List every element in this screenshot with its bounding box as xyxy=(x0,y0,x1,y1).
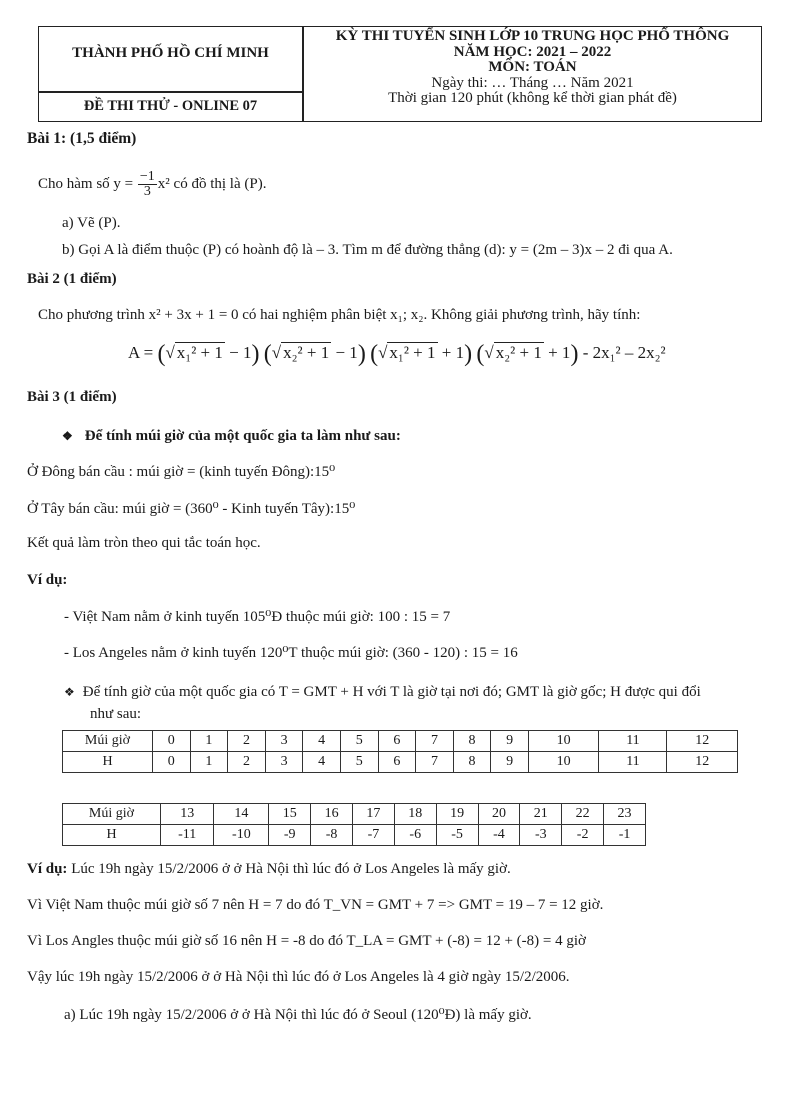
gmt-rule-line2: như sau: xyxy=(90,706,142,722)
table-cell: 7 xyxy=(416,731,454,752)
table-cell: -6 xyxy=(394,825,436,846)
city-name: THÀNH PHỐ HỒ CHÍ MINH xyxy=(72,45,269,61)
table-cell: -10 xyxy=(214,825,269,846)
exam-info xyxy=(304,29,761,107)
table-cell: 7 xyxy=(416,752,454,773)
line-vietnam: Vì Việt Nam thuộc múi giờ số 7 nên H = 7 do đó T_VN = GMT + 7 => GMT = 19 – 7 = 12 giờ. xyxy=(27,897,604,913)
bai2-formula: A = (√ x₁² + 1 − 1) (√ x₂² + 1 − 1) (√ x₁² + 1 + 1) (√ x₂² + 1 + 1) - 2x₁² – 2x₂² xyxy=(128,341,666,367)
fraction-denominator: 3 xyxy=(143,184,151,199)
timezone-table-2 xyxy=(62,803,646,846)
exam-duration: Thời gian 120 phút (không kể thời gian phát đề) xyxy=(388,90,677,106)
table-cell: 21 xyxy=(520,804,562,825)
table-cell: 14 xyxy=(214,804,269,825)
table-cell: -4 xyxy=(478,825,520,846)
trial-exam-label: ĐỀ THI THỬ - ONLINE 07 xyxy=(83,98,258,114)
minus-one: − 1 xyxy=(224,343,252,362)
sqrt-x1: x₁² + 1 xyxy=(389,343,436,362)
table-row xyxy=(63,825,646,846)
diamond-bullet-icon: ❖ xyxy=(64,685,75,699)
table-cell: -8 xyxy=(311,825,353,846)
bai2-intro: Cho phương trình x² + 3x + 1 = 0 có hai nghiệm phân biệt x₁; x₂. Không giải phương trình, hãy tính: xyxy=(38,307,641,323)
rule-heading: ❖ Để tính múi giờ của một quốc gia ta làm như sau: xyxy=(62,428,401,444)
table-cell: 1 xyxy=(190,752,228,773)
bai1-intro-pre: Cho hàm số y = xyxy=(38,175,137,192)
table-cell: 4 xyxy=(303,752,341,773)
table-cell: -3 xyxy=(520,825,562,846)
table-cell: 9 xyxy=(491,752,529,773)
bai2-title: Bài 2 (1 điểm) xyxy=(27,271,117,287)
table-cell: 12 xyxy=(667,752,738,773)
table-cell: -1 xyxy=(604,825,646,846)
table-cell: 0 xyxy=(153,731,191,752)
gmt-rule-line1: ❖ Để tính giờ của một quốc gia có T = GMT + H với T là giờ tại nơi đó; GMT là giờ gốc; H được qui đổi xyxy=(64,684,701,700)
example-los-angeles: - Los Angeles nằm ở kinh tuyến 120⁰T thuộc múi giờ: (360 - 120) : 15 = 16 xyxy=(64,645,518,661)
table-cell: 12 xyxy=(667,731,738,752)
formula-tail: - 2x₁² – 2x₂² xyxy=(582,343,666,362)
table-cell: 8 xyxy=(453,752,491,773)
vidu-text: Lúc 19h ngày 15/2/2006 ở ở Hà Nội thì lúc đó ở Los Angeles là mấy giờ. xyxy=(67,861,511,877)
exam-header xyxy=(38,26,762,122)
sqrt-x2: x₂² + 1 xyxy=(283,343,330,362)
table-cell: 6 xyxy=(378,752,416,773)
plus-one: + 1 xyxy=(543,343,571,362)
table-cell: 10 xyxy=(528,731,598,752)
formula-lhs: A = xyxy=(128,343,154,362)
table-cell: 20 xyxy=(478,804,520,825)
west-rule: Ở Tây bán cầu: múi giờ = (360⁰ - Kinh tuyến Tây):15⁰ xyxy=(27,501,356,517)
table-cell: 2 xyxy=(228,731,266,752)
line-los-angeles: Vì Los Angles thuộc múi giờ số 16 nên H = -8 do đó T_LA = GMT + (-8) = 12 + (-8) = 4 giờ xyxy=(27,933,586,949)
table-cell: 4 xyxy=(303,731,341,752)
row-header: Múi giờ xyxy=(63,731,153,752)
timezone-table-1 xyxy=(62,730,738,773)
bai1-title: Bài 1: (1,5 điểm) xyxy=(27,130,137,147)
example-label: Ví dụ: xyxy=(27,572,68,588)
table-row xyxy=(63,804,646,825)
header-divider-horizontal xyxy=(39,91,302,93)
table-row xyxy=(63,731,738,752)
table-cell: 10 xyxy=(528,752,598,773)
table-cell: 2 xyxy=(228,752,266,773)
table-cell: 3 xyxy=(265,731,303,752)
row-header: Múi giờ xyxy=(63,804,161,825)
table-cell: 15 xyxy=(269,804,311,825)
example-question xyxy=(27,861,511,878)
table-cell: 23 xyxy=(604,804,646,825)
exam-title: KỲ THI TUYỂN SINH LỚP 10 TRUNG HỌC PHỔ THÔNG xyxy=(335,28,730,44)
table-cell: -9 xyxy=(269,825,311,846)
rounding-rule: Kết quả làm tròn theo qui tắc toán học. xyxy=(27,535,261,551)
subject: MÔN: TOÁN xyxy=(488,59,577,75)
sqrt-x2: x₂² + 1 xyxy=(495,343,542,362)
table-cell: -5 xyxy=(436,825,478,846)
table-cell: 3 xyxy=(265,752,303,773)
table-cell: 13 xyxy=(161,804,214,825)
conclusion: Vậy lúc 19h ngày 15/2/2006 ở ở Hà Nội thì lúc đó ở Los Angeles là 4 giờ ngày 15/2/2006. xyxy=(27,969,570,985)
exam-date: Ngày thi: … Tháng … Năm 2021 xyxy=(431,74,634,91)
table-cell: 16 xyxy=(311,804,353,825)
table-cell: -11 xyxy=(161,825,214,846)
table-cell: 5 xyxy=(340,752,378,773)
diamond-bullet-icon: ❖ xyxy=(62,429,73,443)
example-vietnam: - Việt Nam nằm ở kinh tuyến 105⁰Đ thuộc múi giờ: 100 : 15 = 7 xyxy=(64,609,451,625)
bai3-title: Bài 3 (1 điểm) xyxy=(27,389,117,405)
bai1-part-b: b) Gọi A là điểm thuộc (P) có hoành độ là – 3. Tìm m để đường thẳng (d): y = (2m – 3)x – 2 đi qua A. xyxy=(62,242,673,258)
sqrt-x1: x₁² + 1 xyxy=(176,343,223,362)
table-cell: 11 xyxy=(599,731,667,752)
table-cell: 5 xyxy=(340,731,378,752)
table-cell: -7 xyxy=(353,825,395,846)
table-cell: 11 xyxy=(599,752,667,773)
table-cell: 19 xyxy=(436,804,478,825)
table-cell: -2 xyxy=(562,825,604,846)
table-cell: 0 xyxy=(153,752,191,773)
bai1-intro-post: x² có đồ thị là (P). xyxy=(157,175,267,192)
table-cell: 1 xyxy=(190,731,228,752)
vidu-label: Ví dụ: xyxy=(27,861,68,877)
table-cell: 8 xyxy=(453,731,491,752)
row-header: H xyxy=(63,825,161,846)
table-cell: 6 xyxy=(378,731,416,752)
table-cell: 18 xyxy=(394,804,436,825)
question-a: a) Lúc 19h ngày 15/2/2006 ở ở Hà Nội thì lúc đó ở Seoul (120⁰Đ) là mấy giờ. xyxy=(64,1007,532,1023)
bai1-part-a: a) Vẽ (P). xyxy=(62,215,121,231)
fraction xyxy=(138,170,157,199)
table-cell: 22 xyxy=(562,804,604,825)
row-header: H xyxy=(63,752,153,773)
school-year: NĂM HỌC: 2021 – 2022 xyxy=(453,43,612,60)
bai1-intro xyxy=(38,170,266,199)
plus-one: + 1 xyxy=(437,343,465,362)
table-cell: 17 xyxy=(353,804,395,825)
table-cell: 9 xyxy=(491,731,529,752)
fraction-numerator: −1 xyxy=(139,169,155,184)
table-row xyxy=(63,752,738,773)
minus-one: − 1 xyxy=(331,343,358,362)
east-rule: Ở Đông bán cầu : múi giờ = (kinh tuyến Đông):15⁰ xyxy=(27,464,336,480)
